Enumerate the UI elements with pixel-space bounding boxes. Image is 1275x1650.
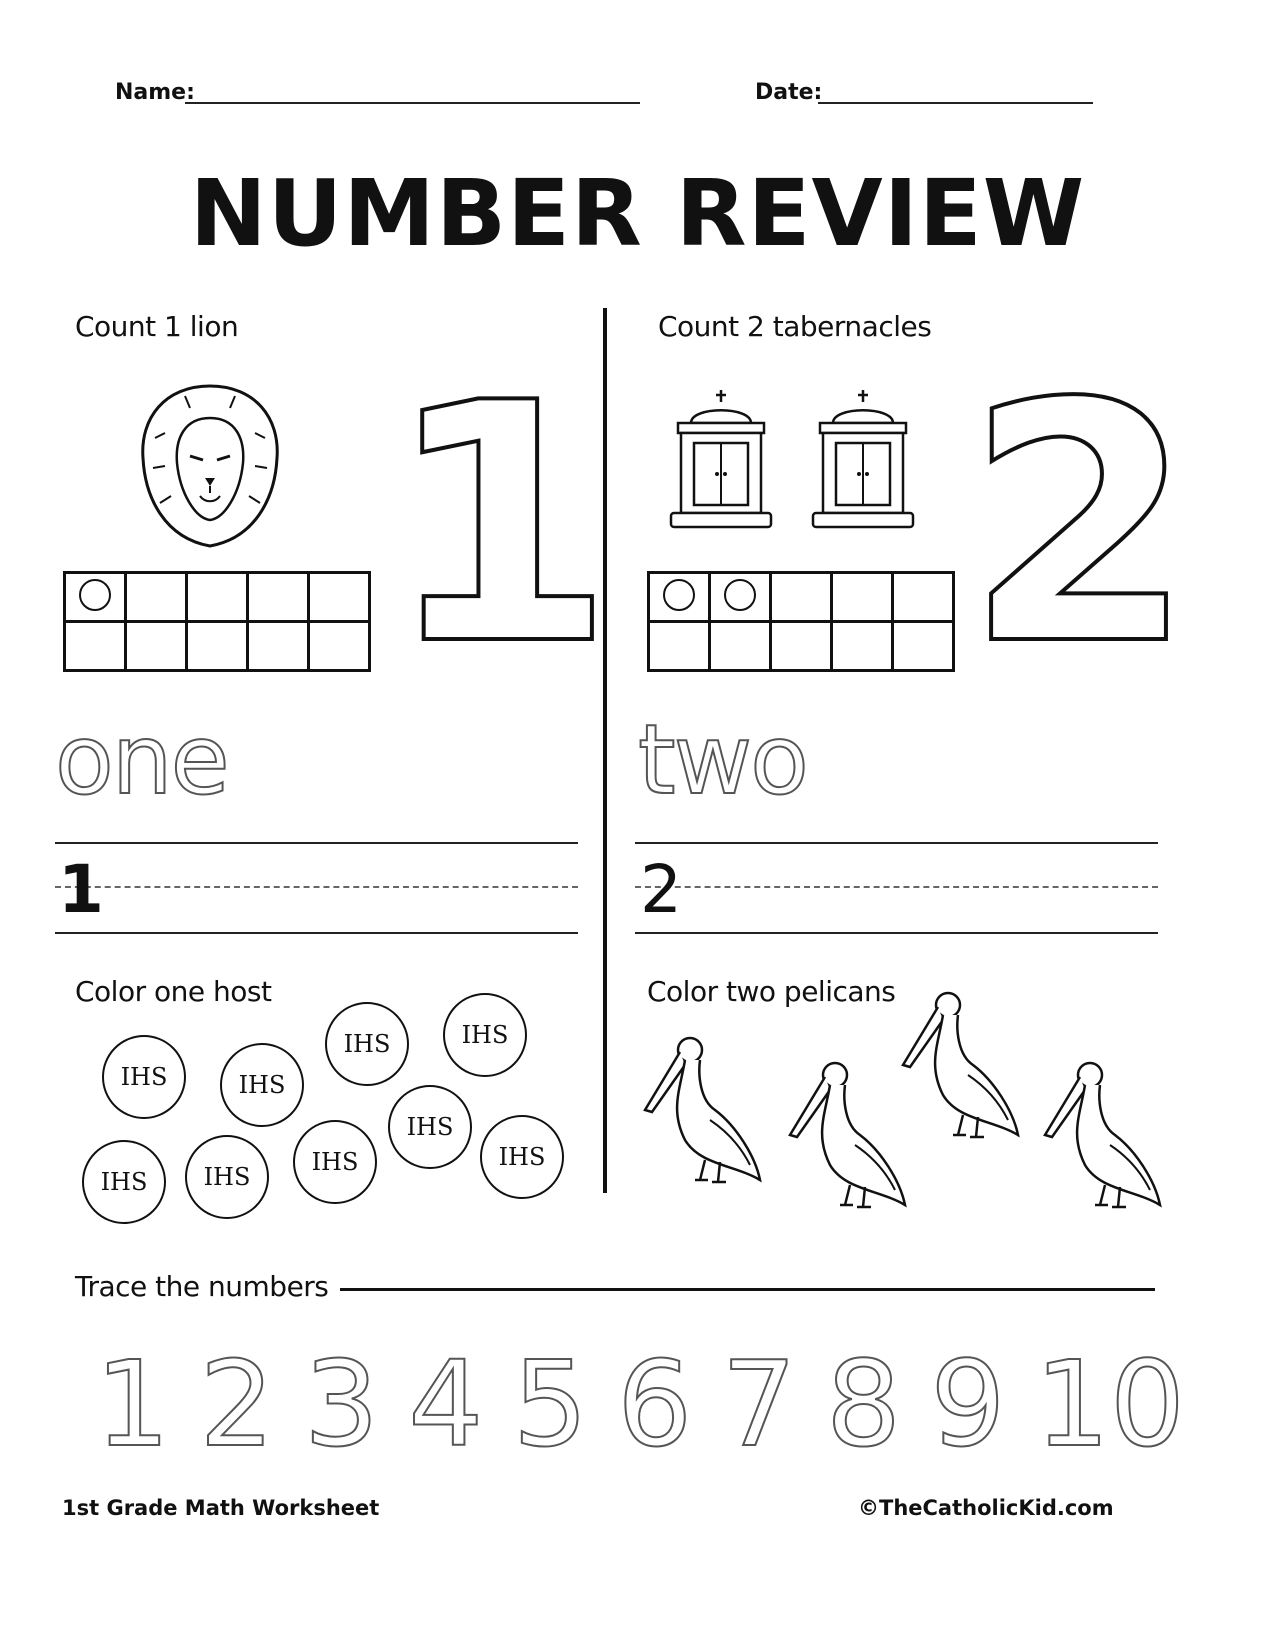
footer-left: 1st Grade Math Worksheet: [62, 1496, 380, 1520]
pelican-icon[interactable]: [1040, 1055, 1170, 1215]
writing-line-bottom: [635, 932, 1158, 934]
ten-frame-cell[interactable]: [309, 573, 370, 622]
trace-number[interactable]: 7: [721, 1335, 797, 1473]
trace-number[interactable]: 3: [303, 1335, 379, 1473]
trace-numbers-label: Trace the numbers: [75, 1270, 329, 1303]
trace-word-two[interactable]: two: [638, 704, 807, 816]
trace-number[interactable]: 1: [95, 1335, 171, 1473]
trace-number[interactable]: 5: [512, 1335, 588, 1473]
host-icon[interactable]: IHS: [325, 1002, 409, 1086]
lion-icon: [135, 378, 285, 553]
writing-line-top: [635, 842, 1158, 844]
host-icon[interactable]: IHS: [220, 1043, 304, 1127]
pelican-icon[interactable]: [785, 1055, 915, 1215]
ten-frame-cell[interactable]: [187, 622, 248, 671]
writing-number-two[interactable]: 2: [640, 851, 682, 928]
host-icon[interactable]: IHS: [388, 1085, 472, 1169]
writing-line-bottom: [55, 932, 578, 934]
counter-dot: [663, 579, 695, 611]
count-tabernacles-label: Count 2 tabernacles: [658, 310, 932, 343]
ten-frame-cell[interactable]: [832, 573, 893, 622]
page-title: NUMBER REVIEW: [189, 160, 1086, 267]
ten-frame-cell[interactable]: [710, 622, 771, 671]
pelican-icon[interactable]: [640, 1030, 770, 1190]
ten-frame-cell[interactable]: [832, 622, 893, 671]
ten-frame-cell[interactable]: [771, 573, 832, 622]
writing-line-mid: [55, 886, 578, 888]
trace-number[interactable]: 4: [408, 1335, 484, 1473]
host-icon[interactable]: IHS: [443, 993, 527, 1077]
writing-line-mid: [635, 886, 1158, 888]
ten-frame-cell[interactable]: [771, 622, 832, 671]
ten-frame-cell[interactable]: [126, 622, 187, 671]
trace-number[interactable]: 9: [930, 1335, 1006, 1473]
ten-frame-one: [63, 571, 371, 672]
host-icon[interactable]: IHS: [102, 1035, 186, 1119]
trace-number[interactable]: 8: [825, 1335, 902, 1473]
count-lion-label: Count 1 lion: [75, 310, 239, 343]
name-label: Name:: [115, 80, 195, 105]
ten-frame-cell[interactable]: [187, 573, 248, 622]
ten-frame-cell[interactable]: [649, 622, 710, 671]
name-field[interactable]: [185, 102, 640, 104]
writing-line-top: [55, 842, 578, 844]
ten-frame-two: [647, 571, 955, 672]
counter-dot: [79, 579, 111, 611]
host-icon[interactable]: IHS: [185, 1135, 269, 1219]
color-pelicans-label: Color two pelicans: [647, 975, 896, 1008]
ten-frame-cell[interactable]: [893, 573, 954, 622]
footer-right: ©TheCatholicKid.com: [858, 1496, 1114, 1520]
ten-frame-cell[interactable]: [248, 573, 309, 622]
tabernacle-icon: [666, 388, 776, 533]
big-number-two: 2: [965, 333, 1195, 717]
ten-frame-cell[interactable]: [309, 622, 370, 671]
ten-frame-cell[interactable]: [248, 622, 309, 671]
ten-frame-cell[interactable]: [126, 573, 187, 622]
trace-numbers-row: [95, 1335, 1185, 1473]
trace-number[interactable]: 6: [617, 1335, 693, 1473]
ten-frame-cell[interactable]: [65, 573, 126, 622]
host-icon[interactable]: IHS: [480, 1115, 564, 1199]
writing-number-one[interactable]: 1: [58, 851, 104, 928]
ten-frame-cell[interactable]: [65, 622, 126, 671]
trace-number[interactable]: 10: [1034, 1335, 1185, 1473]
ten-frame-cell[interactable]: [893, 622, 954, 671]
date-label: Date:: [755, 80, 823, 105]
ten-frame-cell[interactable]: [649, 573, 710, 622]
host-icon[interactable]: IHS: [82, 1140, 166, 1224]
pelican-icon[interactable]: [898, 985, 1028, 1145]
ten-frame-cell[interactable]: [710, 573, 771, 622]
trace-divider: [340, 1288, 1155, 1291]
counter-dot: [724, 579, 756, 611]
color-host-label: Color one host: [75, 975, 272, 1008]
tabernacle-icon: [808, 388, 918, 533]
big-number-one: 1: [385, 333, 615, 717]
trace-number[interactable]: 2: [199, 1335, 275, 1473]
host-icon[interactable]: IHS: [293, 1120, 377, 1204]
trace-word-one[interactable]: one: [55, 704, 228, 816]
date-field[interactable]: [818, 102, 1093, 104]
